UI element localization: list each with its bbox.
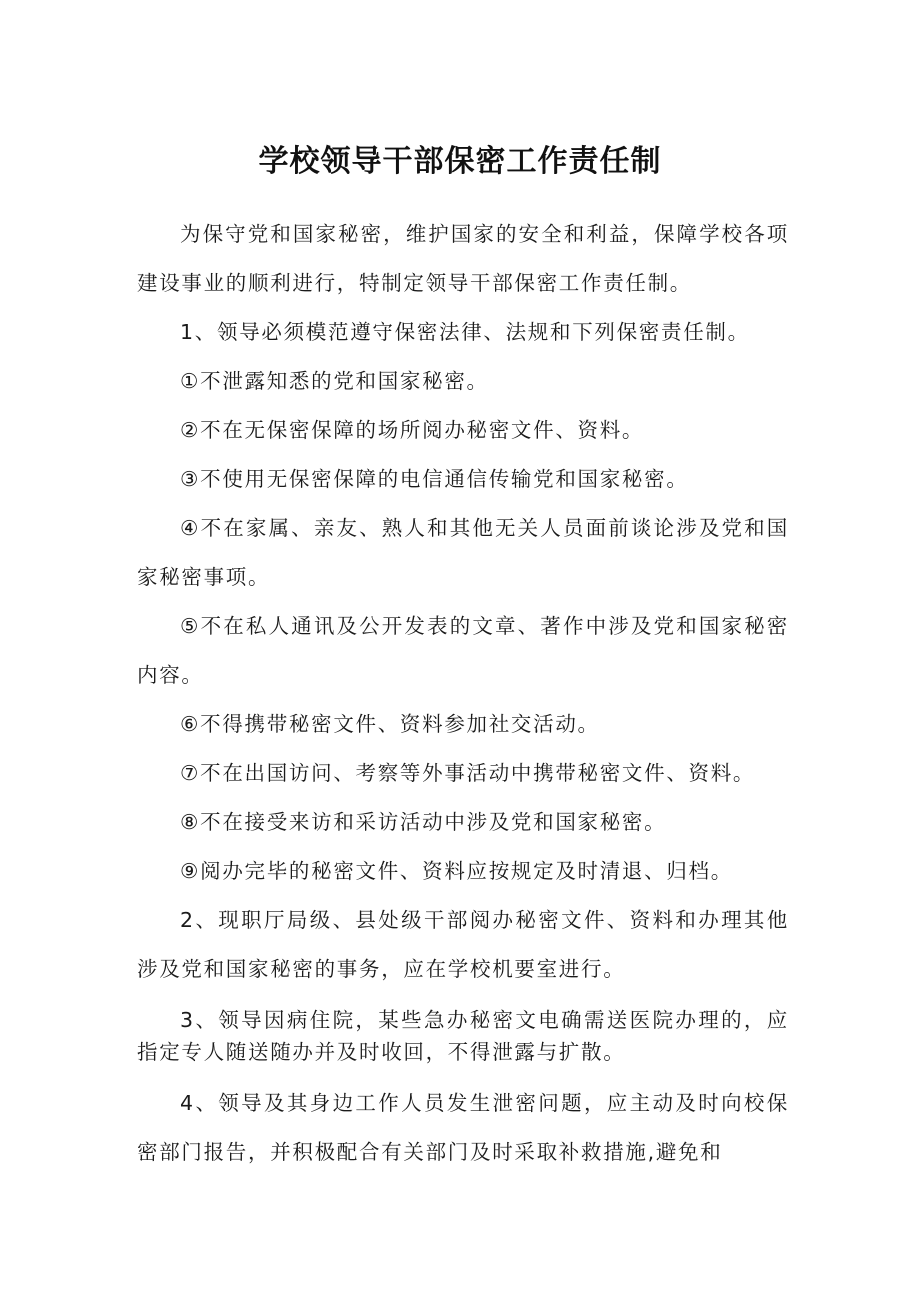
paragraph-item-5: ⑤不在私人通讯及公开发表的文章、著作中涉及党和国家秘密内容。 (137, 614, 789, 687)
document-title: 学校领导干部保密工作责任制 (258, 144, 662, 179)
paragraph-item-8: ⑧不在接受来访和采访活动中涉及党和国家秘密。 (180, 810, 667, 834)
paragraph-item-6: ⑥不得携带秘密文件、资料参加社交活动。 (180, 712, 600, 736)
paragraph-item-1: ①不泄露知悉的党和国家秘密。 (180, 369, 489, 393)
paragraph-item-3: ③不使用无保密保障的电信通信传输党和国家秘密。 (180, 467, 689, 491)
paragraph-clause-3: 3、领导因病住院，某些急办秘密文电确需送医院办理的，应指定专人随送随办并及时收回，不得泄露与扩散。 (137, 1008, 789, 1064)
document-body (137, 210, 789, 1177)
paragraph-clause-1: 1、领导必须模范遵守保密法律、法规和下列保密责任制。 (180, 320, 750, 344)
paragraph-clause-2: 2、现职厅局级、县处级干部阅办秘密文件、资料和办理其他涉及党和国家秘密的事务，应在学校机要室进行。 (137, 908, 789, 981)
paragraph-item-4: ④不在家属、亲友、熟人和其他无关人员面前谈论涉及党和国家秘密事项。 (137, 516, 789, 589)
paragraph-item-7: ⑦不在出国访问、考察等外事活动中携带秘密文件、资料。 (180, 761, 756, 785)
paragraph-item-2: ②不在无保密保障的场所阅办秘密文件、资料。 (180, 418, 645, 442)
paragraph-intro: 为保守党和国家秘密，维护国家的安全和利益，保障学校各项建设事业的顺利进行，特制定领导干部保密工作责任制。 (137, 222, 789, 295)
paragraph-clause-4: 4、领导及其身边工作人员发生泄密问题，应主动及时向校保密部门报告，并积极配合有关部门及时采取补救措施,避免和 (137, 1091, 789, 1164)
paragraph-item-9: ⑨阅办完毕的秘密文件、资料应按规定及时清退、归档。 (180, 859, 733, 883)
